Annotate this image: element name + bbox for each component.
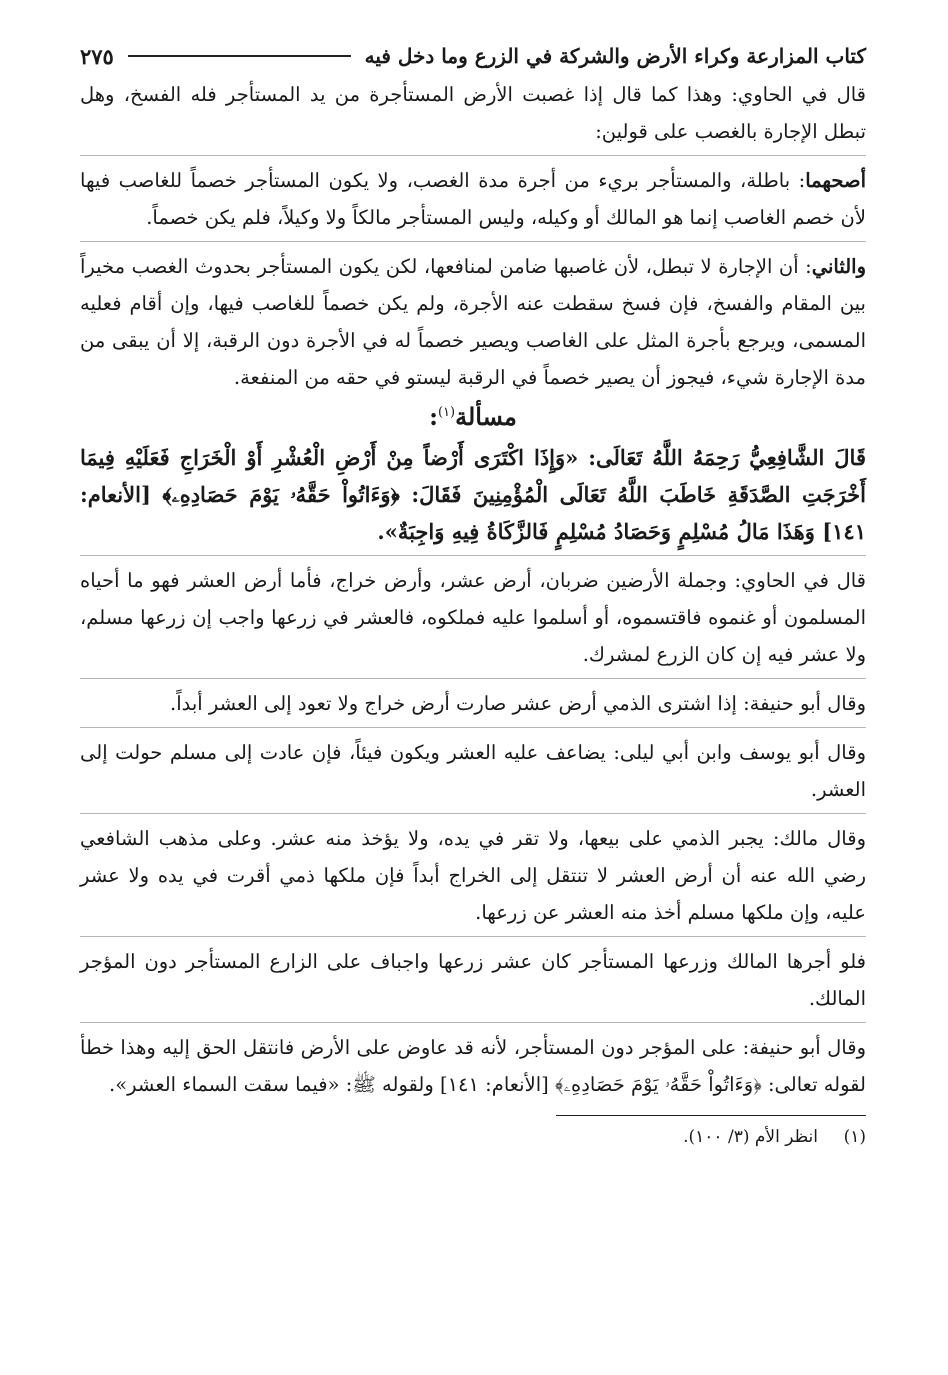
paragraph-commentary-6: وقال أبو حنيفة: على المؤجر دون المستأجر، لأنه قد عاوض على الأرض فانتقل الحق إليه وهذا خطأ لقوله تعالى: ﴿وَءَاتُواْ حَقَّهُۥ يَوْمَ حَصَادِهِۦ﴾ [الأنعام: ١٤١] ولقوله ﷺ: «فيما سقت السماء العشر». — [80, 1036, 866, 1096]
footnote-reference: (١) — [437, 405, 456, 420]
paragraph-commentary-4: وقال مالك: يجبر الذمي على بيعها، ولا تقر في يده، ولا يؤخذ منه عشر. وعلى مذهب الشافعي رضي الله عنه أن أرض العشر لا تنتقل إلى الخراج أبداً فإن ملكها ذمي أقرت في يده ولا عشر عليه، وإن ملكها مسلم أخذ منه العشر عن زرعها. — [80, 827, 866, 924]
paragraph-intro — [80, 76, 866, 150]
header-rule — [128, 55, 351, 57]
paragraph-text: : أن الإجارة لا تبطل، لأن غاصبها ضامن لمنافعها، لكن يكون المستأجر بحدوث الغصب مخيراً بين المقام والفسخ، فإن فسخ سقطت عنه الأجرة، ولم يكن خصماً للغاصب فيها، وإن أقام فعليه المسمى، ويرجع بأجرة المثل على الغاصب ويصير خصماً له في الأجرة دون الرقبة، إلا أن يبقى من مدة الإجارة شيء، فيجوز أن يصير خصماً في الرقبة ليستو في حقه من المنفعة. — [80, 255, 866, 389]
paragraph-commentary-5: فلو أجرها المالك وزرعها المستأجر كان عشر زرعها واجباف على الزارع المستأجر دون المؤجر المالك. — [80, 950, 866, 1010]
section-colon: : — [429, 402, 438, 431]
paragraph-separator — [80, 155, 866, 156]
paragraph-commentary-3: وقال أبو يوسف وابن أبي ليلى: يضاعف عليه العشر ويكون فيئاً، فإن عادت إلى مسلم حولت إلى العشر. — [80, 741, 866, 801]
footnote-rule — [556, 1115, 866, 1116]
paragraph-separator — [80, 936, 866, 937]
paragraph-separator — [80, 241, 866, 242]
footnote-marker: (١) — [843, 1127, 866, 1147]
paragraph-lead-word: والثاني — [811, 255, 866, 278]
paragraph-separator — [80, 1022, 866, 1023]
footnote — [80, 1124, 866, 1150]
paragraph-lead-word: أصحهما — [805, 169, 866, 192]
running-title: كتاب المزارعة وكراء الأرض والشركة في الزرع وما دخل فيه — [364, 44, 866, 68]
paragraph-first-opinion — [80, 162, 866, 236]
paragraph-second-opinion — [80, 248, 866, 396]
section-heading — [80, 402, 866, 431]
page-number: ٢٧٥ — [80, 43, 114, 69]
footnote-text: انظر الأم (٣/ ١٠٠). — [683, 1127, 818, 1147]
page-header — [80, 36, 866, 76]
paragraph-separator — [80, 727, 866, 728]
paragraph-separator — [80, 678, 866, 679]
paragraph-separator — [80, 813, 866, 814]
section-title: مسألة — [455, 402, 517, 431]
paragraph-separator — [80, 555, 866, 556]
paragraph-text: قال في الحاوي: وهذا كما قال إذا غصبت الأرض المستأجرة من يد المستأجر فله الفسخ، وهل تبطل الإجارة بالغصب على قولين: — [80, 83, 866, 143]
paragraph-commentary-2: وقال أبو حنيفة: إذا اشترى الذمي أرض عشر صارت أرض خراج ولا تعود إلى العشر أبداً. — [170, 692, 866, 715]
paragraph-commentary-1: قال في الحاوي: وجملة الأرضين ضربان، أرض عشر، وأرض خراج، فأما أرض العشر فهو ما أحياه المسلمون أو غنموه فاقتسموه، أو أسلموا عليه فملكوه، فالعشر في زرعها واجب إن زرعها مسلم، ولا عشر فيه إن كان الزرع لمشرك. — [80, 569, 866, 666]
paragraph-text: : باطلة، والمستأجر بريء من أجرة مدة الغصب، ولا يكون المستأجر خصماً للغاصب فيها لأن خصم الغاصب إنما هو المالك أو وكيله، وليس المستأجر مالكاً ولا وكيلاً، فلم يكن خصماً. — [80, 169, 866, 229]
matn-quote: قَالَ الشَّافِعِيُّ رَحِمَهُ اللَّهُ تَعَالَى: «وَإِذَا اكْتَرَى أَرْضاً مِنْ أَرْضِ الْعُشْرِ أَوْ الْخَرَاجِ فَعَلَيْهِ فِيمَا أَخْرَجَتِ الصَّدَقَةِ خَاطَبَ اللَّهُ تَعَالَى الْمُؤْمِنِينَ فَقَالَ: ﴿وَءَاتُواْ حَقَّهُۥ يَوْمَ حَصَادِهِۦ﴾ [الأنعام: ١٤١] وَهَذَا مَالُ مُسْلِمٍ وَحَصَادُ مُسْلِمٍ فَالزَّكَاةُ فِيهِ وَاجِبَةٌ». — [80, 445, 866, 544]
